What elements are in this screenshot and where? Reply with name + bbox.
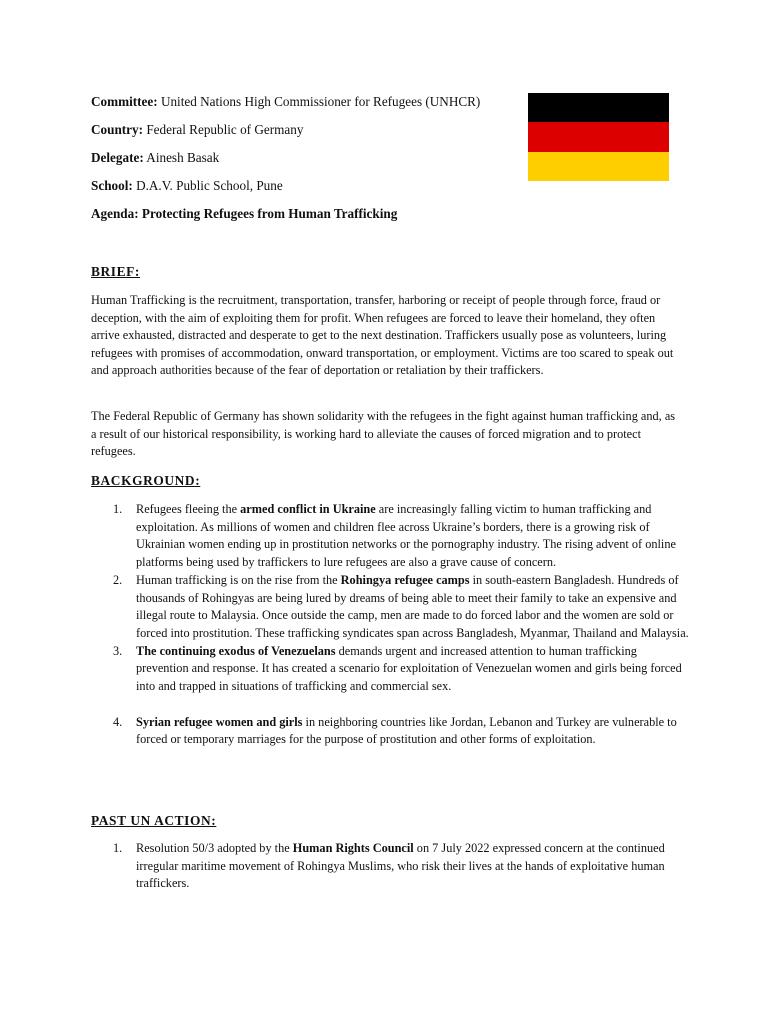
- item-bold-text: armed conflict in Ukraine: [240, 502, 376, 516]
- flag-stripe-black: [528, 93, 669, 122]
- committee-line: [91, 94, 480, 110]
- item-text: on 7 July 2022 expressed concern at the continued irregular maritime movement of Rohingya Muslims, who risk their lives at the hands of exploitative human traffickers.: [136, 841, 665, 891]
- background-item-1: [91, 501, 689, 572]
- country-value: Federal Republic of Germany: [146, 122, 304, 137]
- past-action-list: [91, 840, 689, 893]
- delegate-line: [91, 150, 219, 166]
- item-text: are increasingly falling victim to human trafficking and exploitation. As millions of women and children flee across Ukraine’s borders, there is a growing risk of Ukrainian women ending up in prostitution networks or the pornography industry. The rising advent of online platforms being used by traffickers to lure refugees are also a grave cause of concern.: [136, 502, 676, 570]
- country-label: Country:: [91, 122, 144, 137]
- item-bold-text: Human Rights Council: [292, 841, 414, 855]
- past-action-item-1: [91, 840, 689, 893]
- item-bold-text: Rohingya refugee camps: [340, 572, 470, 587]
- country-line: [91, 122, 303, 138]
- delegate-value: Ainesh Basak: [146, 150, 220, 165]
- item-bold-text: The continuing exodus of Venezuelans: [136, 643, 336, 658]
- school-line: [91, 178, 283, 194]
- background-item-4: [91, 714, 689, 749]
- flag-stripe-gold: [528, 152, 669, 181]
- list-number: 4.: [113, 714, 123, 729]
- brief-heading: BRIEF:: [91, 264, 140, 279]
- past-un-action-heading: PAST UN ACTION:: [91, 813, 217, 828]
- item-text: Resolution 50/3 adopted by the: [136, 841, 293, 855]
- brief-paragraph-1: Human Trafficking is the recruitment, transportation, transfer, harboring or receipt of people through force, fraud or deception, with the aim of exploiting them for profit. When refugees are forced to leave their homeland, they often arrive exhausted, distracted and desperate to get to the next destination. Traffickers usually pose as volunteers, luring refugees with promises of accommodation, onward transportation, or employment. Victims are too scared to speak out and approach authorities because of the fear of deportation or retaliation by their traffickers.: [91, 293, 674, 378]
- item-text: in south-eastern Bangladesh. Hundreds of thousands of Rohingyas are being lured by dreams of being able to meet their family to take an expensive and illegal route to Malaysia. Once outside the camp, men are made to do forced labor and the women are sold or forced into prostitution. These trafficking syndicates span across Bangladesh, Myanmar, Thailand and Malaysia.: [136, 572, 689, 640]
- background-item-3: [91, 643, 689, 696]
- item-text: in neighboring countries like Jordan, Lebanon and Turkey are vulnerable to forced or temporary marriages for the purpose of prostitution and other forms of exploitation.: [136, 714, 677, 747]
- item-text: demands urgent and increased attention to human trafficking prevention and response. It has created a scenario for exploitation of Venezuelan women and girls being forced into and trapped in situations of trafficking and commercial sex.: [136, 643, 682, 694]
- list-number: 2.: [113, 572, 123, 587]
- item-text: Human trafficking is on the rise from the: [136, 572, 341, 587]
- committee-value: United Nations High Commissioner for Refugees (UNHCR): [160, 94, 481, 109]
- committee-label: Committee:: [91, 94, 158, 109]
- germany-flag-image: [528, 93, 669, 181]
- delegate-label: Delegate:: [91, 150, 144, 165]
- school-label: School:: [91, 178, 133, 193]
- flag-stripe-red: [528, 122, 669, 151]
- agenda-text: Agenda: Protecting Refugees from Human Trafficking: [91, 206, 398, 221]
- brief-paragraph-2: The Federal Republic of Germany has shown solidarity with the refugees in the fight against human trafficking and, as a result of our historical responsibility, is working hard to alleviate the causes of forced migration and to protect refugees.: [91, 409, 676, 459]
- background-list: [91, 501, 689, 749]
- item-bold-text: Syrian refugee women and girls: [136, 714, 303, 729]
- item-text: Refugees fleeing the: [136, 502, 241, 516]
- school-value: D.A.V. Public School, Pune: [136, 178, 283, 193]
- background-heading: BACKGROUND:: [91, 473, 201, 488]
- list-number: 1.: [113, 841, 123, 855]
- list-number: 3.: [113, 643, 123, 658]
- background-item-2: [91, 572, 689, 643]
- list-number: 1.: [113, 502, 123, 516]
- agenda-line: [91, 206, 397, 222]
